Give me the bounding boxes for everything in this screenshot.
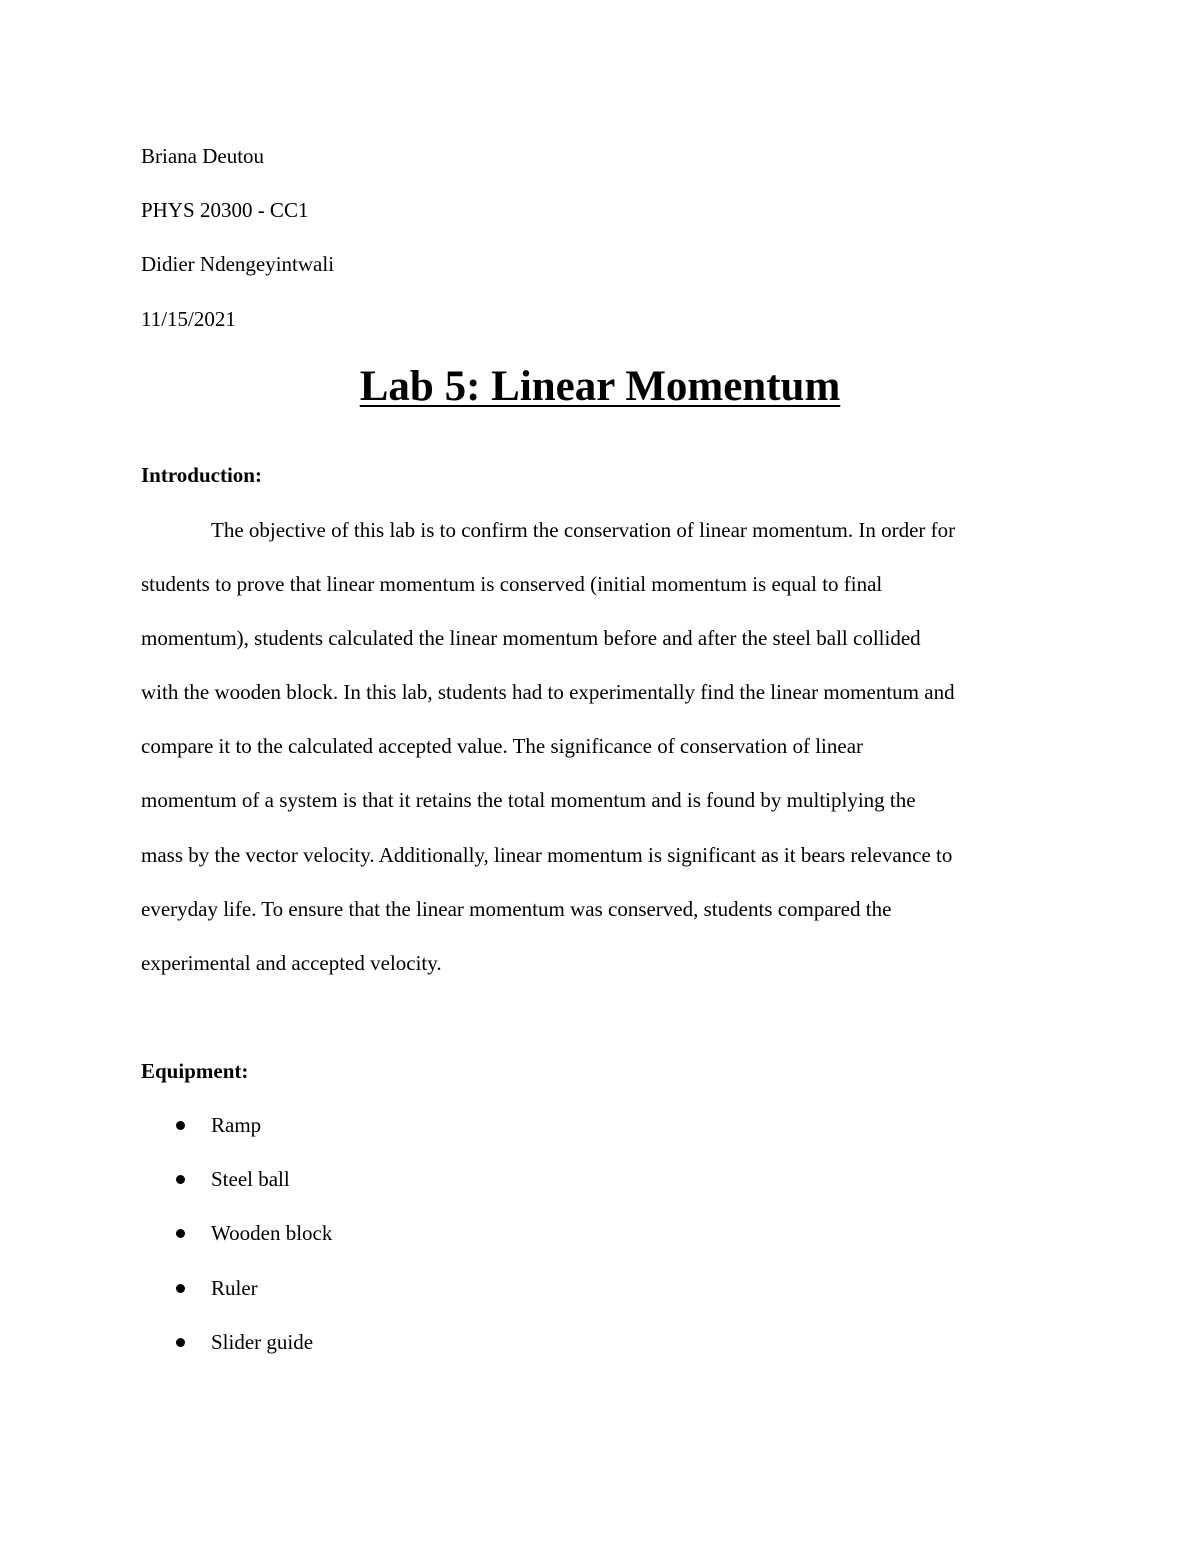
- equipment-list-item: [176, 1112, 261, 1138]
- introduction-line: everyday life. To ensure that the linear momentum was conserved, students compared the: [141, 897, 892, 921]
- instructor-name: Didier Ndengeyintwali: [141, 252, 335, 276]
- equipment-label: Slider guide: [211, 1330, 314, 1354]
- equipment-label: Wooden block: [211, 1221, 333, 1245]
- equipment-list-item: [176, 1329, 313, 1355]
- bullet-icon: [176, 1284, 185, 1293]
- equipment-list-item: [176, 1220, 332, 1246]
- report-date: 11/15/2021: [141, 307, 236, 331]
- bullet-icon: [176, 1121, 185, 1130]
- introduction-line: students to prove that linear momentum is conserved (initial momentum is equal to final: [141, 572, 883, 596]
- page-title: Lab 5: Linear Momentum: [359, 363, 841, 410]
- bullet-icon: [176, 1175, 185, 1184]
- author-name: Briana Deutou: [141, 144, 265, 168]
- introduction-line: compare it to the calculated accepted value. The significance of conservation of linear: [141, 734, 864, 758]
- bullet-icon: [176, 1338, 185, 1347]
- equipment-label: Ruler: [211, 1276, 258, 1300]
- introduction-line: experimental and accepted velocity.: [141, 951, 442, 975]
- introduction-line: mass by the vector velocity. Additionally, linear momentum is significant as it bears relevance to: [141, 843, 953, 867]
- bullet-icon: [176, 1229, 185, 1238]
- equipment-label: Ramp: [211, 1113, 262, 1137]
- equipment-list-item: [176, 1166, 290, 1192]
- equipment-heading: Equipment:: [141, 1059, 249, 1083]
- course-code: PHYS 20300 - CC1: [141, 198, 309, 222]
- introduction-line: The objective of this lab is to confirm the conservation of linear momentum. In order for: [211, 518, 956, 542]
- equipment-label: Steel ball: [211, 1167, 290, 1191]
- introduction-line: momentum), students calculated the linear momentum before and after the steel ball collided: [141, 626, 921, 650]
- introduction-heading: Introduction:: [141, 463, 262, 487]
- introduction-line: momentum of a system is that it retains the total momentum and is found by multiplying the: [141, 788, 916, 812]
- introduction-line: with the wooden block. In this lab, students had to experimentally find the linear momentum and: [141, 680, 955, 704]
- equipment-list-item: [176, 1275, 258, 1301]
